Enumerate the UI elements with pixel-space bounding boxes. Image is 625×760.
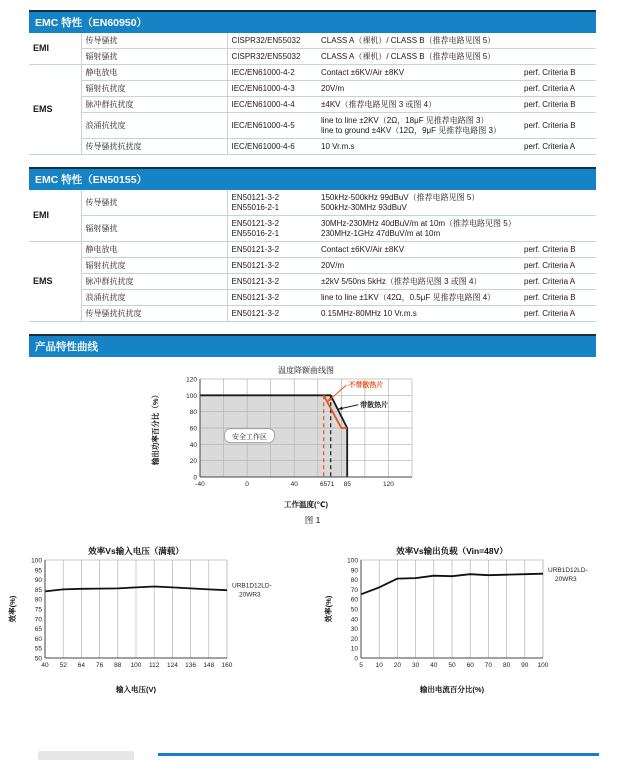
emc-standard: EN50121-3-2 — [227, 290, 317, 306]
svg-text:40: 40 — [290, 481, 298, 488]
table-row — [29, 216, 596, 242]
svg-text:71: 71 — [326, 481, 334, 488]
emc-item-label: 脉冲群抗扰度 — [81, 97, 227, 113]
emc-criteria: perf. Criteria A — [520, 274, 596, 290]
emc-criteria: perf. Criteria B — [520, 113, 596, 139]
svg-text:60: 60 — [34, 635, 42, 643]
svg-text:20: 20 — [393, 662, 401, 669]
emc-criteria: perf. Criteria A — [520, 306, 596, 322]
svg-text:20: 20 — [350, 635, 358, 643]
emc-standard: IEC/EN61000-4-4 — [227, 97, 317, 113]
emc-description: line to line ±1KV（42Ω，0.5μF 见推荐电路图 4） — [317, 290, 520, 306]
emc-description: CLASS A（裸机）/ CLASS B（推荐电路见图 5） — [317, 33, 520, 49]
emc-description-line: 230MHz-1GHz 47dBuV/m at 10m — [321, 228, 441, 238]
svg-text:70: 70 — [350, 586, 358, 594]
svg-text:20WR3: 20WR3 — [554, 575, 577, 583]
svg-text:100: 100 — [30, 557, 42, 565]
emc-item-label: 静电放电 — [81, 65, 227, 81]
svg-text:-40: -40 — [194, 481, 205, 488]
svg-text:80: 80 — [189, 409, 197, 417]
emc-item-label: 传导骚扰 — [81, 190, 227, 216]
svg-text:60: 60 — [189, 425, 197, 433]
svg-text:40: 40 — [429, 662, 437, 669]
emc-standard — [227, 190, 317, 216]
svg-text:50: 50 — [34, 655, 42, 663]
svg-text:65: 65 — [319, 481, 327, 488]
emc-criteria: perf. Criteria B — [520, 242, 596, 258]
emc-item-label: 传导骚扰抗扰度 — [81, 306, 227, 322]
svg-text:效率(%): 效率(%) — [7, 595, 17, 623]
emc-item-label: 浪涌抗扰度 — [81, 290, 227, 306]
svg-text:90: 90 — [34, 577, 42, 585]
emc-standard: IEC/EN61000-4-6 — [227, 139, 317, 155]
efficiency-vs-input-voltage-chart — [5, 542, 305, 696]
svg-text:55: 55 — [34, 645, 42, 653]
svg-text:温度降额曲线图: 温度降额曲线图 — [277, 366, 334, 375]
svg-text:20: 20 — [189, 458, 197, 466]
emc-description: 20V/m — [317, 81, 520, 97]
emc-criteria — [520, 216, 596, 242]
svg-text:90: 90 — [520, 662, 528, 669]
emc-item-label: 辐射骚扰 — [81, 216, 227, 242]
svg-text:52: 52 — [59, 662, 67, 669]
emc-item-label: 脉冲群抗扰度 — [81, 274, 227, 290]
svg-text:10: 10 — [375, 662, 383, 669]
emc-item-label: 辐射骚扰 — [81, 49, 227, 65]
svg-text:输出电流百分比(%): 输出电流百分比(%) — [419, 685, 484, 694]
svg-text:85: 85 — [34, 586, 42, 594]
table-row — [29, 242, 596, 258]
emc-item-label: 浪涌抗扰度 — [81, 113, 227, 139]
svg-text:URB1D12LD-: URB1D12LD- — [231, 582, 272, 590]
table-row — [29, 190, 596, 216]
svg-text:输入电压(V): 输入电压(V) — [115, 685, 156, 694]
svg-text:工作温度(℃): 工作温度(℃) — [283, 500, 328, 509]
svg-text:160: 160 — [221, 662, 232, 669]
emc-item-label: 传导骚扰 — [81, 33, 227, 49]
emc-description-line: 150kHz-500kHz 99dBuV（推荐电路见图 5） — [321, 192, 480, 202]
emc-group-label: EMS — [29, 65, 81, 155]
emc-standard: IEC/EN61000-4-5 — [227, 113, 317, 139]
svg-text:URB1D12LD-: URB1D12LD- — [547, 566, 588, 574]
footer-logo-remnant — [38, 751, 134, 760]
svg-text:100: 100 — [537, 662, 548, 669]
svg-text:100: 100 — [130, 662, 141, 669]
svg-text:50: 50 — [447, 662, 456, 669]
svg-text:10: 10 — [350, 645, 358, 653]
svg-text:20WR3: 20WR3 — [238, 591, 261, 599]
emc-standard-line: EN50121-3-2 — [231, 192, 280, 202]
emc-description: Contact ±6KV/Air ±8KV — [317, 65, 520, 81]
svg-text:80: 80 — [350, 577, 358, 585]
section-title: 产品特性曲线 — [35, 341, 98, 353]
svg-text:120: 120 — [185, 376, 197, 384]
emc-description — [317, 190, 520, 216]
table-row — [29, 49, 596, 65]
derating-chart — [148, 361, 478, 511]
svg-text:0: 0 — [244, 481, 249, 488]
emc-description-line: 30MHz-230MHz 40dBuV/m at 10m（推荐电路见图 5） — [321, 218, 516, 228]
emc-group-label: EMS — [29, 242, 81, 322]
emc-item-label: 静电放电 — [81, 242, 227, 258]
svg-text:效率Vs输入电压（满载）: 效率Vs输入电压（满载） — [87, 546, 184, 556]
table-row — [29, 139, 596, 155]
emc-table-en50155 — [29, 190, 596, 322]
emc-criteria — [520, 33, 596, 49]
emc-group-label: EMI — [29, 190, 81, 242]
svg-text:75: 75 — [34, 606, 42, 614]
emc-criteria: perf. Criteria B — [520, 97, 596, 113]
emc-standard: EN50121-3-2 — [227, 258, 317, 274]
svg-text:80: 80 — [34, 596, 42, 604]
table-row — [29, 97, 596, 113]
emc-description: ±2kV 5/50ns 5kHz（推荐电路见图 3 或图 4） — [317, 274, 520, 290]
emc-description-line: line to ground ±4KV（12Ω，9μF 见推荐电路图 3） — [321, 125, 501, 135]
emc-group-label: EMI — [29, 33, 81, 65]
svg-text:50: 50 — [350, 606, 358, 614]
emc-criteria: perf. Criteria B — [520, 290, 596, 306]
emc-description: 20V/m — [317, 258, 520, 274]
emc-criteria: perf. Criteria A — [520, 258, 596, 274]
emc-description: ±4KV（推荐电路见图 3 或图 4） — [317, 97, 520, 113]
emc-item-label: 传导骚扰抗扰度 — [81, 139, 227, 155]
emc-standard — [227, 216, 317, 242]
emc-standard-line: EN50121-3-2 — [231, 218, 280, 228]
efficiency-vs-load-chart — [321, 542, 621, 696]
emc-description: 10 Vr.m.s — [317, 139, 520, 155]
svg-text:120: 120 — [382, 481, 394, 488]
emc-standard-line: EN55016-2-1 — [231, 228, 280, 238]
emc-standard: CISPR32/EN55032 — [227, 33, 317, 49]
svg-text:0: 0 — [192, 474, 197, 482]
svg-text:输出功率百分比（%）: 输出功率百分比（%） — [150, 390, 160, 466]
svg-text:0: 0 — [353, 655, 358, 663]
emc-criteria — [520, 190, 596, 216]
svg-text:95: 95 — [34, 567, 42, 575]
emc-standard: IEC/EN61000-4-3 — [227, 81, 317, 97]
emc-standard-line: EN55016-2-1 — [231, 202, 280, 212]
svg-text:40: 40 — [350, 616, 358, 624]
svg-text:80: 80 — [502, 662, 510, 669]
emc-table-en60950 — [29, 33, 596, 155]
svg-text:效率Vs输出负载（Vin=48V）: 效率Vs输出负载（Vin=48V） — [395, 546, 508, 556]
table-row — [29, 81, 596, 97]
svg-text:40: 40 — [189, 441, 197, 449]
emc-description — [317, 113, 520, 139]
svg-text:112: 112 — [148, 662, 159, 669]
table-row — [29, 290, 596, 306]
svg-text:不带散热片: 不带散热片 — [347, 382, 383, 390]
emc-description: 0.15MHz-80MHz 10 Vr.m.s — [317, 306, 520, 322]
emc-description: CLASS A（裸机）/ CLASS B（推荐电路见图 5） — [317, 49, 520, 65]
derating-chart-block — [0, 361, 625, 526]
emc-standard: EN50121-3-2 — [227, 306, 317, 322]
table-row — [29, 33, 596, 49]
emc-criteria: perf. Criteria A — [520, 81, 596, 97]
emc-description: Contact ±6KV/Air ±8KV — [317, 242, 520, 258]
footer-divider-line — [158, 753, 599, 756]
table-row — [29, 65, 596, 81]
section-title: EMC 特性（EN50155） — [35, 174, 148, 186]
emc-standard: EN50121-3-2 — [227, 242, 317, 258]
svg-text:90: 90 — [350, 567, 358, 575]
svg-text:65: 65 — [34, 626, 42, 634]
table-row — [29, 113, 596, 139]
section-header-emc-en50155 — [29, 167, 596, 190]
table-row — [29, 258, 596, 274]
emc-standard: EN50121-3-2 — [227, 274, 317, 290]
emc-description — [317, 216, 520, 242]
emc-standard: CISPR32/EN55032 — [227, 49, 317, 65]
svg-text:安全工作区: 安全工作区 — [231, 434, 267, 442]
section-header-curves — [29, 334, 596, 357]
svg-text:148: 148 — [202, 662, 214, 669]
svg-text:124: 124 — [166, 662, 178, 669]
svg-text:100: 100 — [346, 557, 358, 565]
svg-text:70: 70 — [34, 616, 42, 624]
figure-caption: 图 1 — [304, 515, 321, 525]
emc-description-line: 500kHz-30MHz 93dBuV — [321, 202, 407, 212]
section-title: EMC 特性（EN60950） — [35, 17, 148, 29]
svg-text:60: 60 — [466, 662, 474, 669]
svg-text:85: 85 — [343, 481, 351, 488]
svg-text:40: 40 — [40, 662, 49, 669]
svg-text:88: 88 — [113, 662, 121, 669]
svg-text:效率(%): 效率(%) — [323, 595, 333, 623]
svg-text:64: 64 — [77, 662, 85, 669]
section-header-emc-en60950 — [29, 10, 596, 33]
emc-standard: IEC/EN61000-4-2 — [227, 65, 317, 81]
emc-criteria — [520, 49, 596, 65]
svg-text:70: 70 — [484, 662, 492, 669]
svg-text:100: 100 — [185, 392, 197, 400]
svg-text:136: 136 — [184, 662, 196, 669]
table-row — [29, 274, 596, 290]
emc-item-label: 辐射抗扰度 — [81, 81, 227, 97]
emc-description-line: line to line ±2KV（2Ω，18μF 见推荐电路图 3） — [321, 115, 489, 125]
svg-text:带散热片: 带散热片 — [359, 401, 388, 409]
table-row — [29, 306, 596, 322]
svg-text:76: 76 — [95, 662, 103, 669]
emc-criteria: perf. Criteria A — [520, 139, 596, 155]
svg-text:30: 30 — [350, 626, 358, 634]
emc-item-label: 辐射抗扰度 — [81, 258, 227, 274]
svg-text:30: 30 — [411, 662, 419, 669]
efficiency-charts-row — [0, 542, 625, 696]
svg-text:5: 5 — [358, 662, 363, 669]
svg-text:60: 60 — [350, 596, 358, 604]
emc-criteria: perf. Criteria B — [520, 65, 596, 81]
